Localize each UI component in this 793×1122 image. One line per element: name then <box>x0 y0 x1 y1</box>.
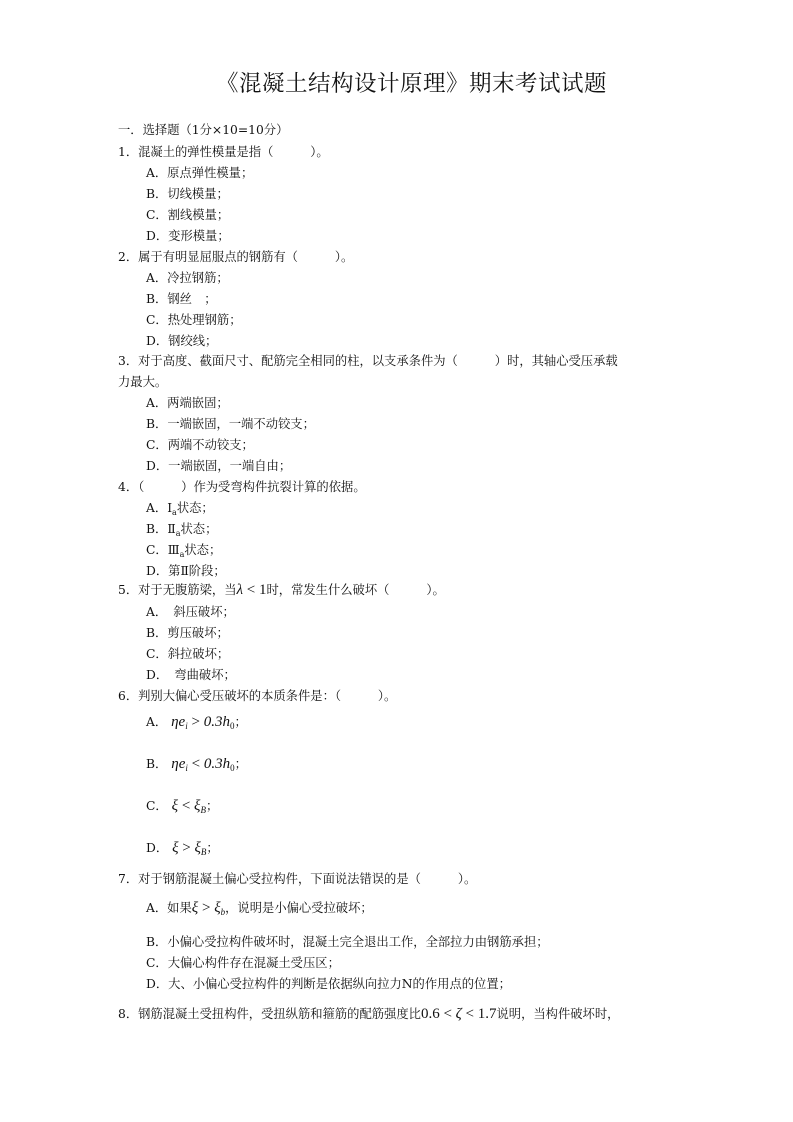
lambda-condition: λ < 1 <box>236 582 267 598</box>
question-4-option-d: D．第Ⅱ阶段； <box>146 564 226 578</box>
question-1-option-d: D．变形模量； <box>146 229 230 243</box>
page-title: 《混凝土结构设计原理》期末考试试题 <box>215 71 607 97</box>
question-8-stem: 8．钢筋混凝土受扭构件，受扭纵筋和箍筋的配筋强度比0.6 < ζ < 1.7说明，当构件破坏时， <box>118 1006 620 1022</box>
question-6-option-d: D． $\xi > \xi_B$； <box>146 840 219 857</box>
question-3-option-c: C．两端不动铰支； <box>146 438 254 452</box>
question-5-option-a: A． 斜压破坏； <box>146 605 235 619</box>
question-6-option-b: B． $\eta e_i < 0.3h_0$； <box>146 756 247 773</box>
question-7-option-c: C．大偏心构件存在混凝土受压区； <box>146 956 340 970</box>
question-3-stem-continued: 力最大。 <box>118 375 168 389</box>
question-6-stem: 6．判别大偏心受压破坏的本质条件是：（ ）。 <box>118 689 397 703</box>
question-7-option-d: D．大、小偏心受拉构件的判断是依据纵向拉力N的作用点的位置； <box>146 977 511 991</box>
question-2-option-d: D．钢绞线； <box>146 334 218 348</box>
question-6-option-a: A． $\eta e_i > 0.3h_0$； <box>146 714 247 731</box>
question-3-option-b: B．一端嵌固，一端不动铰支； <box>146 417 315 431</box>
question-3-stem: 3．对于高度、截面尺寸、配筋完全相同的柱，以支承条件为（ ）时，其轴心受压承载 <box>118 354 618 368</box>
question-3-option-d: D．一端嵌固，一端自由； <box>146 459 292 473</box>
question-3-option-a: A．两端嵌固； <box>146 396 229 410</box>
question-7-option-b: B．小偏心受拉构件破坏时，混凝土完全退出工作，全部拉力由钢筋承担； <box>146 935 549 949</box>
question-7-stem: 7．对于钢筋混凝土偏心受拉构件，下面说法错误的是（ ）。 <box>118 872 477 886</box>
question-4-option-b: B．$Ⅱ_a$状态； <box>146 522 218 538</box>
question-1-option-a: A．原点弹性模量； <box>146 166 254 180</box>
question-1-option-c: C．割线模量； <box>146 208 230 222</box>
question-4-option-a: A．$Ⅰ_a$状态； <box>146 501 214 517</box>
question-5-stem: 5．对于无腹筋梁，当λ < 1时，常发生什么破坏（ ）。 <box>118 582 445 598</box>
question-6-option-c: C． $\xi < \xi_B$； <box>146 798 219 815</box>
question-2-option-b: B．钢丝 ； <box>146 292 217 306</box>
question-2-option-c: C．热处理钢筋； <box>146 313 242 327</box>
section-heading: 一．选择题（1分×10=10分） <box>118 123 289 137</box>
question-5-option-c: C．斜拉破坏； <box>146 647 230 661</box>
question-2-stem: 2．属于有明显屈服点的钢筋有（ ）。 <box>118 250 354 264</box>
zeta-range: 0.6 < ζ < 1.7 <box>420 1006 497 1022</box>
question-7-option-a: A．如果$\xi > \xi_b$，说明是小偏心受拉破坏； <box>146 900 373 917</box>
question-2-option-a: A．冷拉钢筋； <box>146 271 229 285</box>
question-4-stem: 4．（ ）作为受弯构件抗裂计算的依据。 <box>118 480 366 494</box>
question-4-option-c: C．$Ⅲ_a$状态； <box>146 543 222 559</box>
question-5-option-d: D． 弯曲破坏； <box>146 668 236 682</box>
question-1-stem: 1．混凝土的弹性模量是指（ ）。 <box>118 145 329 159</box>
question-5-option-b: B．剪压破坏； <box>146 626 229 640</box>
question-1-option-b: B．切线模量； <box>146 187 229 201</box>
